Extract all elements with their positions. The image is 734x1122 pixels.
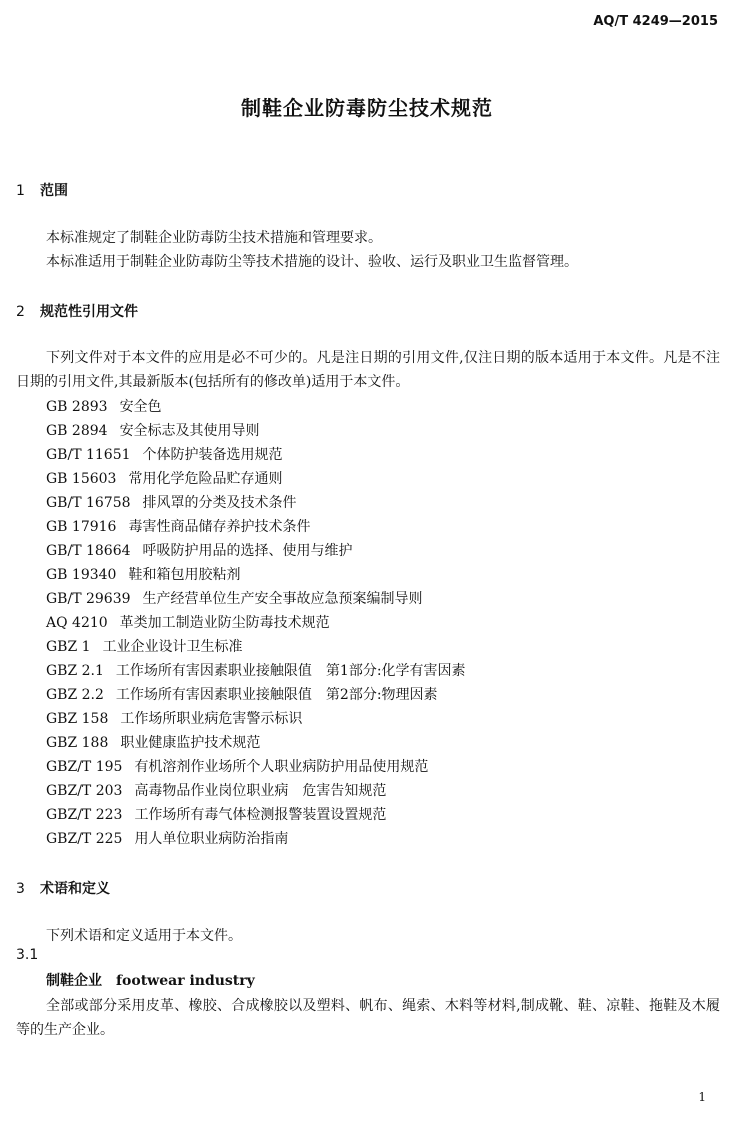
reference-code: GB/T 11651 [46,447,131,463]
reference-title: 个体防护装备选用规范 [142,447,283,463]
reference-code: GBZ/T 225 [46,831,123,847]
reference-title: 排风罩的分类及技术条件 [142,495,297,511]
reference-title: 呼吸防护用品的选择、使用与维护 [142,543,353,559]
reference-item [46,443,466,467]
reference-title: 鞋和箱包用胶粘剂 [128,567,241,583]
standard-code: AQ/T 4249—2015 [593,14,718,29]
reference-title: 工作场所有害因素职业接触限值 第2部分:物理因素 [115,687,438,703]
reference-item [46,395,466,419]
term-english: footwear industry [116,973,255,989]
reference-title: 用人单位职业病防治指南 [134,831,289,847]
reference-title: 革类加工制造业防尘防毒技术规范 [119,615,330,631]
reference-title: 常用化学危险品贮存通则 [128,471,283,487]
reference-code: GB 15603 [46,471,117,487]
section-3-heading [16,878,110,898]
paragraph: 本标准适用于制鞋企业防毒防尘等技术措施的设计、验收、运行及职业卫生监督管理。 [46,254,578,270]
section-title: 术语和定义 [40,881,110,897]
reference-code: GB/T 18664 [46,543,131,559]
reference-title: 有机溶剂作业场所个人职业病防护用品使用规范 [134,759,429,775]
reference-code: GBZ 1 [46,639,91,655]
reference-title: 毒害性商品储存养护技术条件 [128,519,311,535]
section-number: 3 [16,881,25,897]
paragraph: 本标准规定了制鞋企业防毒防尘技术措施和管理要求。 [46,230,382,246]
reference-item [46,827,466,851]
document-title: 制鞋企业防毒防尘技术规范 [241,96,493,120]
reference-code: GB 17916 [46,519,117,535]
reference-code: GBZ/T 203 [46,783,123,799]
reference-item [46,611,466,635]
reference-code: GBZ 158 [46,711,109,727]
reference-code: GB 2894 [46,423,108,439]
reference-code: GBZ/T 223 [46,807,123,823]
reference-title: 安全色 [119,399,162,415]
reference-title: 高毒物品作业岗位职业病 危害告知规范 [134,783,387,799]
reference-item [46,779,466,803]
reference-item [46,707,466,731]
reference-title: 安全标志及其使用导则 [119,423,260,439]
reference-item [46,587,466,611]
reference-code: GB/T 29639 [46,591,131,607]
reference-code: GBZ 2.2 [46,687,104,703]
subsection-number: 3.1 [16,947,39,963]
reference-item [46,755,466,779]
reference-title: 工作场所有害因素职业接触限值 第1部分:化学有害因素 [115,663,466,679]
reference-title: 生产经营单位生产安全事故应急预案编制导则 [142,591,423,607]
page-number: 1 [698,1090,706,1104]
reference-item [46,731,466,755]
reference-item [46,659,466,683]
reference-item [46,563,466,587]
reference-item [46,515,466,539]
reference-item [46,683,466,707]
reference-item [46,803,466,827]
reference-code: GB 2893 [46,399,108,415]
reference-code: AQ 4210 [46,615,108,631]
section-title: 范围 [40,183,68,199]
reference-item [46,491,466,515]
paragraph: 下列文件对于本文件的应用是必不可少的。凡是注日期的引用文件,仅注日期的版本适用于本文件。凡是不注日期的引用文件,其最新版本(包括所有的修改单)适用于本文件。 [16,350,720,390]
section-1-heading [16,180,68,200]
section-title: 规范性引用文件 [40,304,138,320]
reference-code: GB 19340 [46,567,117,583]
reference-title: 工作场所职业病危害警示标识 [120,711,303,727]
reference-title: 工作场所有毒气体检测报警装置设置规范 [134,807,387,823]
reference-item [46,467,466,491]
reference-item [46,635,466,659]
reference-title: 职业健康监护技术规范 [120,735,261,751]
reference-title: 工业企业设计卫生标准 [102,639,243,655]
reference-code: GBZ/T 195 [46,759,123,775]
reference-code: GBZ 2.1 [46,663,104,679]
term-chinese: 制鞋企业 [46,973,102,989]
reference-code: GB/T 16758 [46,495,131,511]
section-2-heading [16,301,138,321]
reference-code: GBZ 188 [46,735,109,751]
reference-item [46,419,466,443]
section-number: 1 [16,183,25,199]
reference-item [46,539,466,563]
paragraph: 下列术语和定义适用于本文件。 [46,928,242,944]
term-definition: 全部或部分采用皮革、橡胶、合成橡胶以及塑料、帆布、绳索、木料等材料,制成靴、鞋、凉鞋、拖鞋及木履等的生产企业。 [16,998,720,1038]
section-number: 2 [16,304,25,320]
reference-list [46,395,466,851]
term-entry [46,970,255,990]
